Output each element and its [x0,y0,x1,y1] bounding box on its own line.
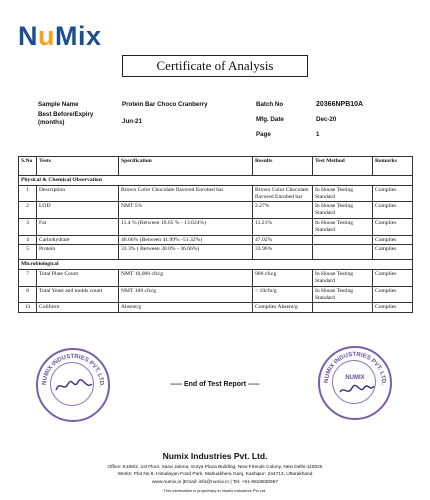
mfg-date-label: Mfg. Date [256,116,284,123]
cell-spec: 33.3% ( Between 30.0% - 36.66%) [119,245,253,260]
section-row-microbiological [19,260,413,270]
cell-remark: Complies [373,202,413,219]
cell-sno: 1 [19,185,37,202]
footer-note: This information is proprietary to Numix Industries Pvt Ltd. [163,488,267,493]
cell-spec: 11.4 % (Between 10.65 % - 13.024%) [119,218,253,235]
cell-method [313,303,373,313]
table-header-row [19,157,413,176]
logo-accent: u [38,20,55,51]
cell-method: In House Testing Standard [313,270,373,287]
table-row [19,303,413,313]
cell-method: In House Testing Standard [313,286,373,303]
table-row [19,235,413,245]
col-header-sno: S.No [19,157,37,176]
table-row [19,286,413,303]
batch-label: Batch No [256,101,284,108]
cell-spec: Absent/g [119,303,253,313]
cell-remark: Complies [373,218,413,235]
footer-contact: www.numix.in |Email: info@numix.in | Tel: +91-9818830967 [151,480,279,485]
col-header-remarks: Remarks [373,157,413,176]
cell-test: Total Yeast and molds count [37,286,119,303]
cell-sno: 4 [19,235,37,245]
cell-test: Protein [37,245,119,260]
cell-sno: 3 [19,218,37,235]
cell-remark: Complies [373,185,413,202]
best-before-value: Jun-21 [122,118,142,125]
footer-office: Office: K185/2, 1st Floor, Sarai Julena, Surya Plaza Building, New Friends Colony, New Delhi-110025 [107,465,323,470]
cell-method [313,245,373,260]
cell-spec: 46.66% (Between 41.99% -51.32%) [119,235,253,245]
cell-result: Brown Color Chocolate flavored Enrobed bar [253,185,313,202]
cell-remark: Complies [373,303,413,313]
cell-result: 2.27% [253,202,313,219]
cell-spec: NMT 10,000 cfu/g [119,270,253,287]
document-title: Certificate of Analysis [122,55,308,77]
sample-name-label: Sample Name [38,101,79,108]
cell-sno: 7 [19,270,37,287]
cell-sno: 8 [19,286,37,303]
cell-test: Total Plate Count [37,270,119,287]
seal-center-text: NUMIX [345,375,365,381]
col-header-tests: Tests [37,157,119,176]
col-header-test-method: Test Method [313,157,373,176]
batch-value: 20366NPB10A [316,101,364,108]
cell-result: 33.96% [253,245,313,260]
cell-result: Complies Absent/g [253,303,313,313]
cell-sno: 13 [19,303,37,313]
cell-remark: Complies [373,286,413,303]
col-header-specification: Specification [119,157,253,176]
numix-logo [18,20,102,52]
end-of-report: ----- End of Test Report ----- [170,381,260,388]
cell-test: Description [37,185,119,202]
cell-test: Coliform [37,303,119,313]
seal-ring-label: NUMIX INDUSTRIES PVT. LTD. [323,351,387,386]
cell-result: 11.21% [253,218,313,235]
cell-sno: 5 [19,245,37,260]
cell-method [313,235,373,245]
cell-sno: 2 [19,202,37,219]
cell-test: Fat [37,218,119,235]
cell-spec: NMT 5% [119,202,253,219]
section-title: Microbiological [19,260,413,270]
cell-remark: Complies [373,270,413,287]
logo-suffix: Mix [55,20,102,51]
best-before-label: Best Before/Expiry (months) [38,111,94,126]
table-row [19,218,413,235]
logo-prefix: N [18,20,38,51]
footer-company: Numix Industries Pvt. Ltd. [162,451,268,461]
footer-works: Works: Plot No 6, Himalayan Food Park, Mahuakhera Ganj, Kashipur- 244713, Uttarakhand [117,472,313,477]
page-value: 1 [316,131,320,138]
sample-name-value: Protein Bar Choco Cranberry [122,101,208,108]
cell-test: LOD [37,202,119,219]
cell-method: In House Testing Standard [313,218,373,235]
section-row-physical [19,176,413,186]
table-row [19,202,413,219]
cell-spec: NMT 100 cfu/g [119,286,253,303]
seal-ring-label: NUMIX INDUSTRIES PVT. LTD. [41,353,105,388]
table-row [19,185,413,202]
cell-method: In House Testing Standard [313,202,373,219]
table-row [19,245,413,260]
cell-method: In House Testing Standard [313,185,373,202]
section-title: Physical & Chemical Observation [19,176,413,186]
cell-result: 47.02% [253,235,313,245]
cell-test: Carbohydrate [37,235,119,245]
cell-remark: Complies [373,235,413,245]
page-label: Page [256,131,271,138]
cell-result: < 10cfu/g [253,286,313,303]
cell-spec: Brown Color Chocolate flavored Enrobed bar [119,185,253,202]
table-row [19,270,413,287]
cell-result: 900 cfu/g [253,270,313,287]
mfg-date-value: Dec-20 [316,116,337,123]
col-header-results: Results [253,157,313,176]
results-table [18,156,413,313]
cell-remark: Complies [373,245,413,260]
